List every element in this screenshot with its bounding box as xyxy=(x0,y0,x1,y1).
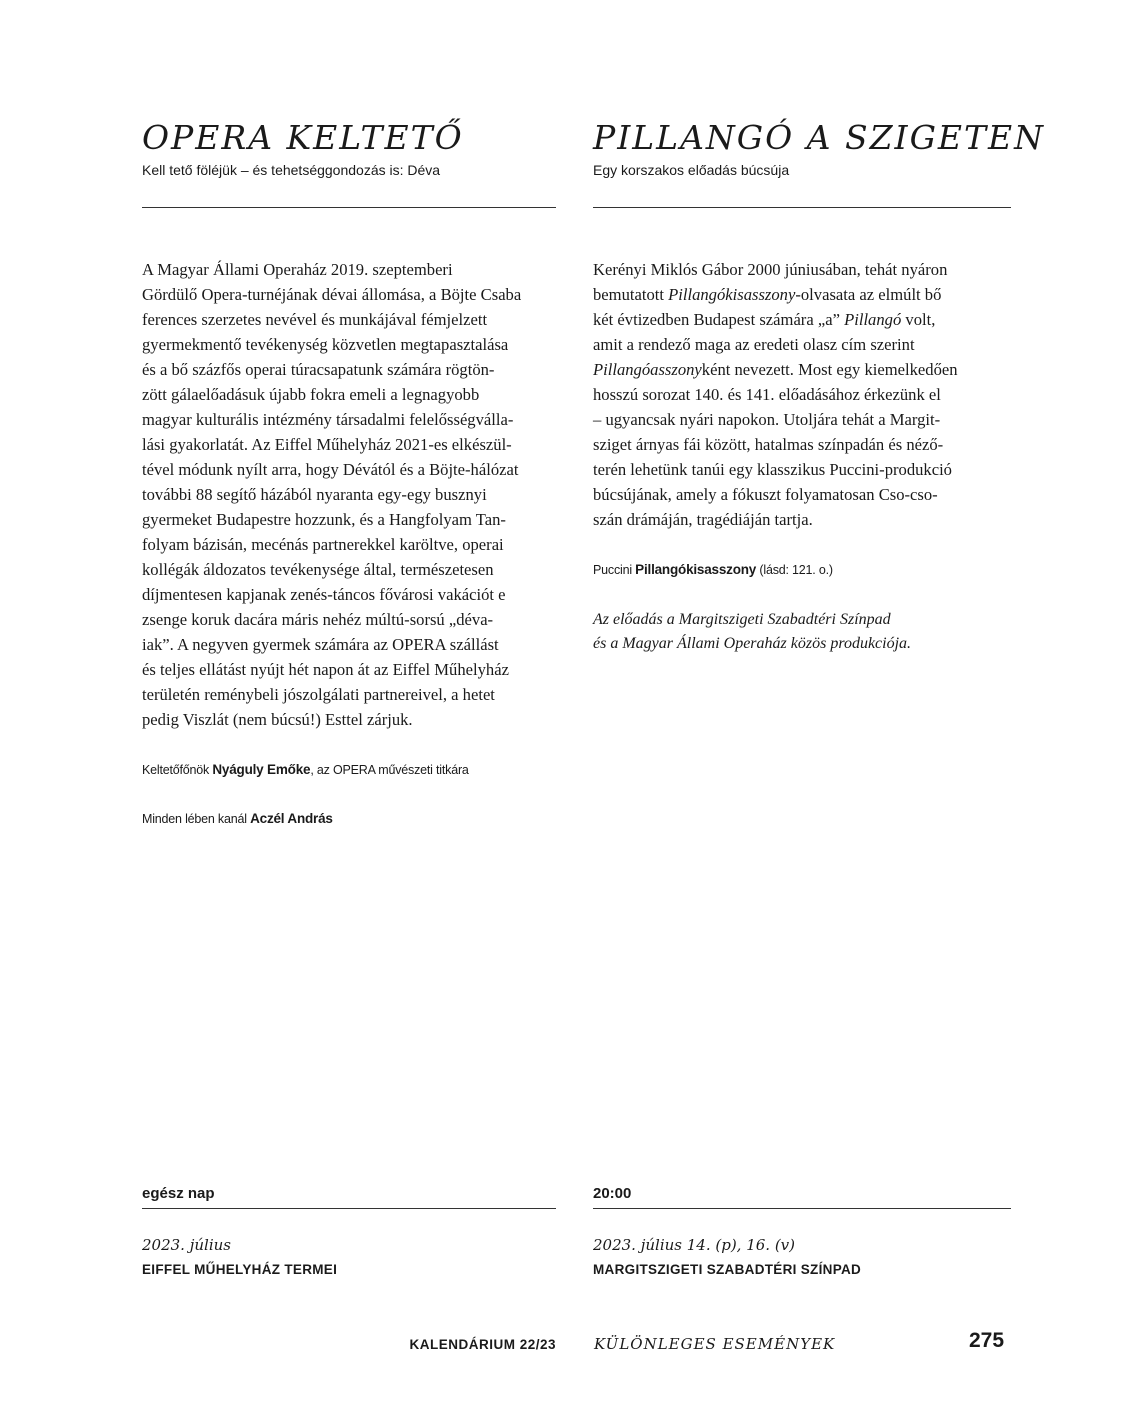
body-line: magyar kulturális intézmény társadalmi felelősségválla- xyxy=(142,410,514,429)
body-line: folyam bázisán, mecénás partnerekkel karöltve, operai xyxy=(142,535,504,554)
right-title-divider xyxy=(593,207,1011,208)
opera-title-italic: Pillangóasszony xyxy=(593,360,702,379)
credit-name: Aczél András xyxy=(250,811,333,826)
body-line: és teljes ellátást nyújt hét napon át az Eiffel Műhelyház xyxy=(142,660,509,679)
left-article-title: OPERA KELTETŐ xyxy=(142,118,464,157)
body-line: lási gyakorlatát. Az Eiffel Műhelyház 2021-es elkészül- xyxy=(142,435,512,454)
note-line: és a Magyar Állami Operaház közös produkciója. xyxy=(593,635,912,652)
left-event-venue: EIFFEL MŰHELYHÁZ TERMEI xyxy=(142,1262,338,1277)
footer-publication: KALENDÁRIUM 22/23 xyxy=(409,1337,556,1352)
body-line: Gördülő Opera-turnéjának dévai állomása, a Böjte Csaba xyxy=(142,285,522,304)
body-text-span: ként nevezett. Most egy kiemelkedően xyxy=(701,360,958,379)
body-line: sziget árnyas fái között, hatalmas színpadán és néző- xyxy=(593,435,944,454)
body-line xyxy=(593,307,1011,332)
body-text-span: két évtizedben Budapest számára „a” xyxy=(593,310,845,329)
left-article-subtitle: Kell tető föléjük – és tehetséggondozás is: Déva xyxy=(142,162,441,178)
body-line: – ugyancsak nyári napokon. Utoljára tehát a Margit- xyxy=(593,410,941,429)
body-line: ferences szerzetes nevével és munkájával fémjelzett xyxy=(142,310,488,329)
body-text-span: bemutatott xyxy=(593,285,669,304)
body-line: gyermekmentő tevékenység közvetlen megtapasztalása xyxy=(142,335,509,354)
body-line: zsenge koruk dacára máris nehéz múltú-sorsú „déva- xyxy=(142,610,494,629)
body-line: szán drámáján, tragédiáján tartja. xyxy=(593,510,813,529)
body-line xyxy=(593,357,1011,382)
body-line: hosszú sorozat 140. és 141. előadásához érkezünk el xyxy=(593,385,941,404)
body-line: búcsújának, amely a fókuszt folyamatosan Cso-cso- xyxy=(593,485,938,504)
body-line: amit a rendező maga az eredeti olasz cím szerint xyxy=(593,335,915,354)
body-line: kollégák áldozatos tevékenysége által, természetesen xyxy=(142,560,494,579)
body-line: díjmentesen kapjanak zenés-táncos fővárosi vakációt e xyxy=(142,585,506,604)
body-line: A Magyar Állami Operaház 2019. szeptemberi xyxy=(142,260,453,279)
right-article-title: PILLANGÓ A SZIGETEN xyxy=(593,118,1045,157)
left-credit-organizer xyxy=(142,762,556,778)
opera-title-italic: Pillangókisasszony xyxy=(668,285,796,304)
right-production-note xyxy=(593,608,1011,656)
body-line: Kerényi Miklós Gábor 2000 júniusában, tehát nyáron xyxy=(593,260,948,279)
body-line: terén lehetünk tanúi egy klasszikus Puccini-produkció xyxy=(593,460,952,479)
body-line: zött gálaelőadásuk újabb fokra emeli a legnagyobb xyxy=(142,385,480,404)
page-number: 275 xyxy=(969,1329,1005,1352)
body-text-span: -olvasata az elmúlt bő xyxy=(795,285,942,304)
body-line xyxy=(593,282,1011,307)
left-article-body xyxy=(142,257,556,732)
footer-section: KÜLÖNLEGES ESEMÉNYEK xyxy=(594,1335,836,1353)
right-event-date: 2023. július 14. (p), 16. (v) xyxy=(593,1236,796,1254)
credit-name: Nyáguly Emőke xyxy=(212,762,311,777)
left-time-divider xyxy=(142,1208,556,1209)
body-line: pedig Viszlát (nem búcsú!) Esttel zárjuk. xyxy=(142,710,413,729)
body-line: területén reménybeli jószolgálati partnereivel, a hetet xyxy=(142,685,495,704)
body-line: gyermeket Budapestre hozzunk, és a Hangfolyam Tan- xyxy=(142,510,506,529)
body-line: további 88 segítő házából nyaranta egy-egy busznyi xyxy=(142,485,487,504)
right-event-venue: MARGITSZIGETI SZABADTÉRI SZÍNPAD xyxy=(593,1262,862,1277)
note-line: Az előadás a Margitszigeti Szabadtéri Színpad xyxy=(593,611,891,628)
left-credit-host xyxy=(142,811,556,827)
body-line: és a bő százfős operai túracsapatunk számára rögtön- xyxy=(142,360,495,379)
body-text-span: volt, xyxy=(901,310,936,329)
left-event-date: 2023. július xyxy=(142,1236,231,1254)
credit-role: Keltetőfőnök xyxy=(142,763,213,777)
right-article-subtitle: Egy korszakos előadás búcsúja xyxy=(593,162,790,178)
body-line: tével módunk nyílt arra, hogy Dévától és a Böjte-hálózat xyxy=(142,460,519,479)
body-line: iak”. A negyven gyermek számára az OPERA szállást xyxy=(142,635,499,654)
opera-title-italic: Pillangó xyxy=(844,310,902,329)
credit-reference: (lásd: 121. o.) xyxy=(756,563,833,577)
left-event-time: egész nap xyxy=(142,1185,215,1202)
credit-title: , az OPERA művészeti titkára xyxy=(310,763,469,777)
right-article-body xyxy=(593,257,1011,532)
right-credit-production xyxy=(593,562,1011,578)
left-title-divider xyxy=(142,207,556,208)
credit-composer: Puccini xyxy=(593,563,636,577)
right-event-time: 20:00 xyxy=(593,1185,632,1202)
right-time-divider xyxy=(593,1208,1011,1209)
credit-work: Pillangókisasszony xyxy=(635,562,757,577)
credit-role: Minden lében kanál xyxy=(142,812,251,826)
